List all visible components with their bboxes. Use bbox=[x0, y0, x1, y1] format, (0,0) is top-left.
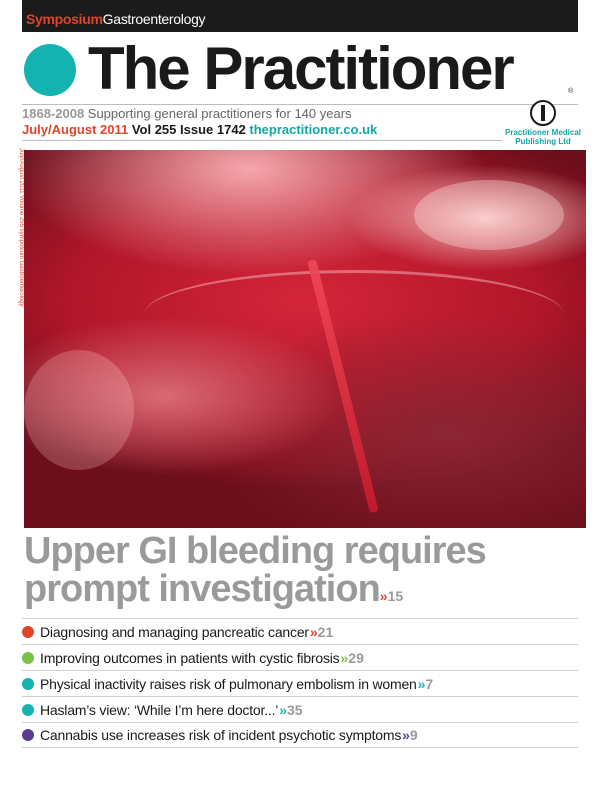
bullet-icon bbox=[22, 704, 34, 716]
headline-line-1: Upper GI bleeding requires bbox=[24, 530, 486, 572]
magazine-title: The Practitioner bbox=[88, 35, 513, 102]
cover-line-text: Diagnosing and managing pancreatic cancer bbox=[40, 623, 309, 640]
issue-line bbox=[22, 122, 377, 137]
spine bbox=[16, 150, 24, 320]
symposium-label bbox=[26, 11, 205, 27]
arrow-icon: » bbox=[340, 649, 349, 666]
arrow-icon: » bbox=[279, 701, 287, 718]
cover-photo bbox=[24, 150, 586, 528]
cover-line-text: Cannabis use increases risk of incident psychotic symptoms bbox=[40, 727, 402, 743]
photo-fold bbox=[144, 270, 564, 360]
cover-lines bbox=[22, 618, 578, 748]
publisher-block bbox=[500, 100, 586, 146]
publisher-logo-icon bbox=[530, 100, 556, 126]
page-number: 21 bbox=[317, 623, 334, 640]
cover-line-text: Improving outcomes in patients with cystic fibrosis bbox=[40, 649, 340, 666]
symposium-topic: Gastroenterology bbox=[102, 11, 206, 27]
issue-date: July/August 2011 bbox=[22, 122, 129, 137]
cover-line bbox=[22, 644, 578, 670]
cover-line bbox=[22, 618, 578, 644]
page-number: 7 bbox=[425, 675, 434, 692]
tagline-years: 1868-2008 bbox=[22, 106, 85, 121]
tagline-text: Supporting general practitioners for 140 years bbox=[84, 106, 352, 121]
arrow-icon: » bbox=[309, 623, 318, 640]
photo-highlight bbox=[414, 180, 564, 250]
cover-line-text: Physical inactivity raises risk of pulmonary embolism in women bbox=[40, 675, 417, 692]
cover-line bbox=[22, 722, 578, 748]
page-number: 9 bbox=[409, 727, 418, 743]
issue-volume: Vol 255 Issue 1742 bbox=[128, 122, 250, 137]
cover-headline bbox=[24, 532, 486, 615]
headline-arrow-icon: » bbox=[379, 588, 388, 604]
bullet-icon bbox=[22, 729, 34, 741]
headline-line-2 bbox=[24, 570, 486, 615]
registered-mark: ® bbox=[568, 88, 574, 95]
headline-page: 15 bbox=[387, 588, 404, 604]
page-number: 29 bbox=[348, 649, 364, 666]
bullet-icon bbox=[22, 678, 34, 690]
spine-text: July/August 2011 Volume 255 symposium Gastroenterology bbox=[18, 148, 24, 307]
cover-line bbox=[22, 696, 578, 722]
masthead bbox=[22, 35, 582, 102]
website-link[interactable]: thepractitioner.co.uk bbox=[249, 122, 378, 137]
page-number: 35 bbox=[286, 701, 303, 718]
symposium-word: Symposium bbox=[26, 11, 103, 27]
divider bbox=[22, 140, 502, 141]
tagline bbox=[22, 106, 352, 121]
cover-line-text: Haslam’s view: ‘While I’m here doctor...’ bbox=[40, 701, 279, 718]
arrow-icon: » bbox=[417, 675, 426, 692]
divider bbox=[22, 104, 578, 105]
top-bar bbox=[22, 0, 578, 32]
bullet-icon bbox=[22, 652, 34, 664]
photo-highlight bbox=[24, 350, 134, 470]
cover-line bbox=[22, 670, 578, 696]
bullet-icon bbox=[22, 626, 34, 638]
brand-dot-icon bbox=[24, 44, 76, 96]
publisher-name: Practitioner Medical Publishing Ltd bbox=[504, 128, 582, 146]
arrow-icon: » bbox=[402, 727, 410, 743]
headline-line-2-text: prompt investigation bbox=[24, 568, 380, 610]
